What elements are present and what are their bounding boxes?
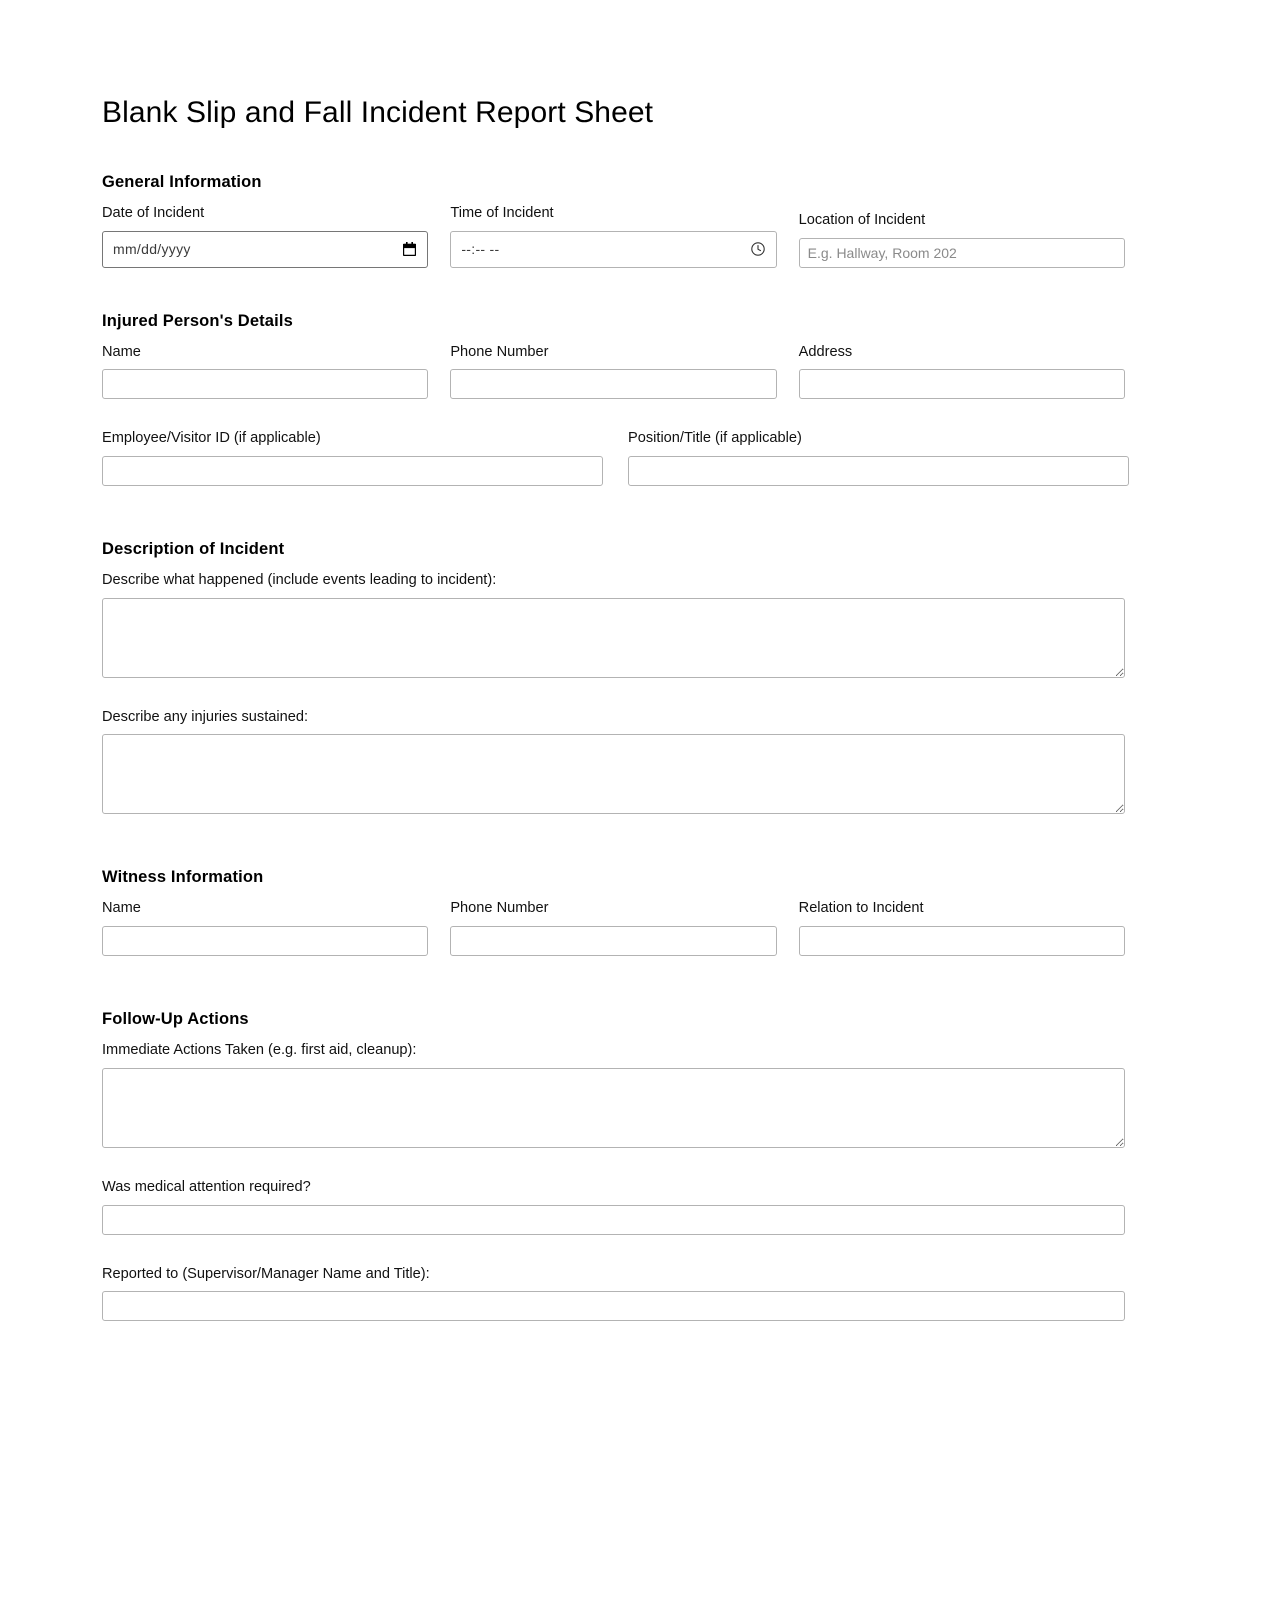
label-date-of-incident: Date of Incident <box>102 205 205 221</box>
clock-icon[interactable] <box>751 242 765 256</box>
label-employee-visitor-id: Employee/Visitor ID (if applicable) <box>102 430 321 447</box>
field-medical-attention <box>102 1178 1125 1235</box>
witness-row <box>102 899 1125 956</box>
label-what-happened: Describe what happened (include events leading to incident): <box>102 572 497 589</box>
label-position-title: Position/Title (if applicable) <box>628 430 802 447</box>
section-heading-general-information: General Information <box>102 173 262 191</box>
calendar-icon[interactable] <box>403 242 416 256</box>
field-employee-visitor-id <box>102 429 603 486</box>
medical-attention-input[interactable] <box>102 1205 1125 1235</box>
section-general-information <box>102 173 1125 268</box>
field-witness-name <box>102 899 428 956</box>
general-info-row <box>102 204 1125 268</box>
date-placeholder-text: mm/dd/yyyy <box>113 241 191 258</box>
section-heading-description-of-incident: Description of Incident <box>102 540 285 559</box>
label-injuries-sustained: Describe any injuries sustained: <box>102 708 309 725</box>
employee-visitor-id-input[interactable] <box>102 456 603 486</box>
label-witness-phone: Phone Number <box>450 900 549 917</box>
section-heading-injured-persons-details: Injured Person's Details <box>102 311 293 330</box>
witness-name-input[interactable] <box>102 926 428 956</box>
injured-phone-input[interactable] <box>450 369 776 399</box>
section-follow-up-actions <box>102 1010 1125 1321</box>
label-location-of-incident: Location of Incident <box>798 212 926 228</box>
field-location-of-incident <box>799 211 1125 268</box>
field-what-happened <box>102 571 1125 678</box>
date-of-incident-input[interactable] <box>102 231 428 268</box>
injured-address-input[interactable] <box>799 369 1125 399</box>
field-injured-name <box>102 343 428 400</box>
injured-person-row-2 <box>102 429 1125 486</box>
field-witness-phone <box>450 899 776 956</box>
field-injured-phone <box>450 343 776 400</box>
section-heading-witness-information: Witness Information <box>102 868 264 887</box>
field-time-of-incident <box>450 204 776 268</box>
label-reported-to: Reported to (Supervisor/Manager Name and Title): <box>102 1265 430 1282</box>
reported-to-input[interactable] <box>102 1291 1125 1321</box>
label-witness-name: Name <box>102 900 141 917</box>
label-injured-phone: Phone Number <box>450 343 549 360</box>
label-injured-name: Name <box>102 343 141 360</box>
label-witness-relation: Relation to Incident <box>798 900 924 917</box>
time-placeholder-text: --:-- -- <box>461 241 500 258</box>
time-of-incident-input[interactable] <box>450 231 776 268</box>
field-date-of-incident <box>102 204 428 268</box>
label-immediate-actions: Immediate Actions Taken (e.g. first aid, cleanup): <box>102 1042 417 1059</box>
field-injured-address <box>799 343 1125 400</box>
injuries-sustained-textarea[interactable] <box>102 734 1125 814</box>
label-injured-address: Address <box>798 343 853 360</box>
section-heading-follow-up-actions: Follow-Up Actions <box>102 1010 249 1029</box>
field-witness-relation <box>799 899 1125 956</box>
field-immediate-actions <box>102 1041 1125 1148</box>
label-medical-attention: Was medical attention required? <box>102 1178 311 1195</box>
section-description-of-incident <box>102 540 1125 814</box>
field-injuries-sustained <box>102 708 1125 815</box>
section-injured-persons-details <box>102 312 1125 486</box>
field-position-title <box>628 429 1129 486</box>
injured-person-row-1 <box>102 343 1125 400</box>
field-reported-to <box>102 1265 1125 1322</box>
location-of-incident-input[interactable] <box>799 238 1125 268</box>
section-witness-information <box>102 868 1125 956</box>
immediate-actions-textarea[interactable] <box>102 1068 1125 1148</box>
label-time-of-incident: Time of Incident <box>450 205 554 221</box>
witness-relation-input[interactable] <box>799 926 1125 956</box>
injured-name-input[interactable] <box>102 369 428 399</box>
page-title: Blank Slip and Fall Incident Report Sheet <box>102 96 654 129</box>
position-title-input[interactable] <box>628 456 1129 486</box>
what-happened-textarea[interactable] <box>102 598 1125 678</box>
witness-phone-input[interactable] <box>450 926 776 956</box>
